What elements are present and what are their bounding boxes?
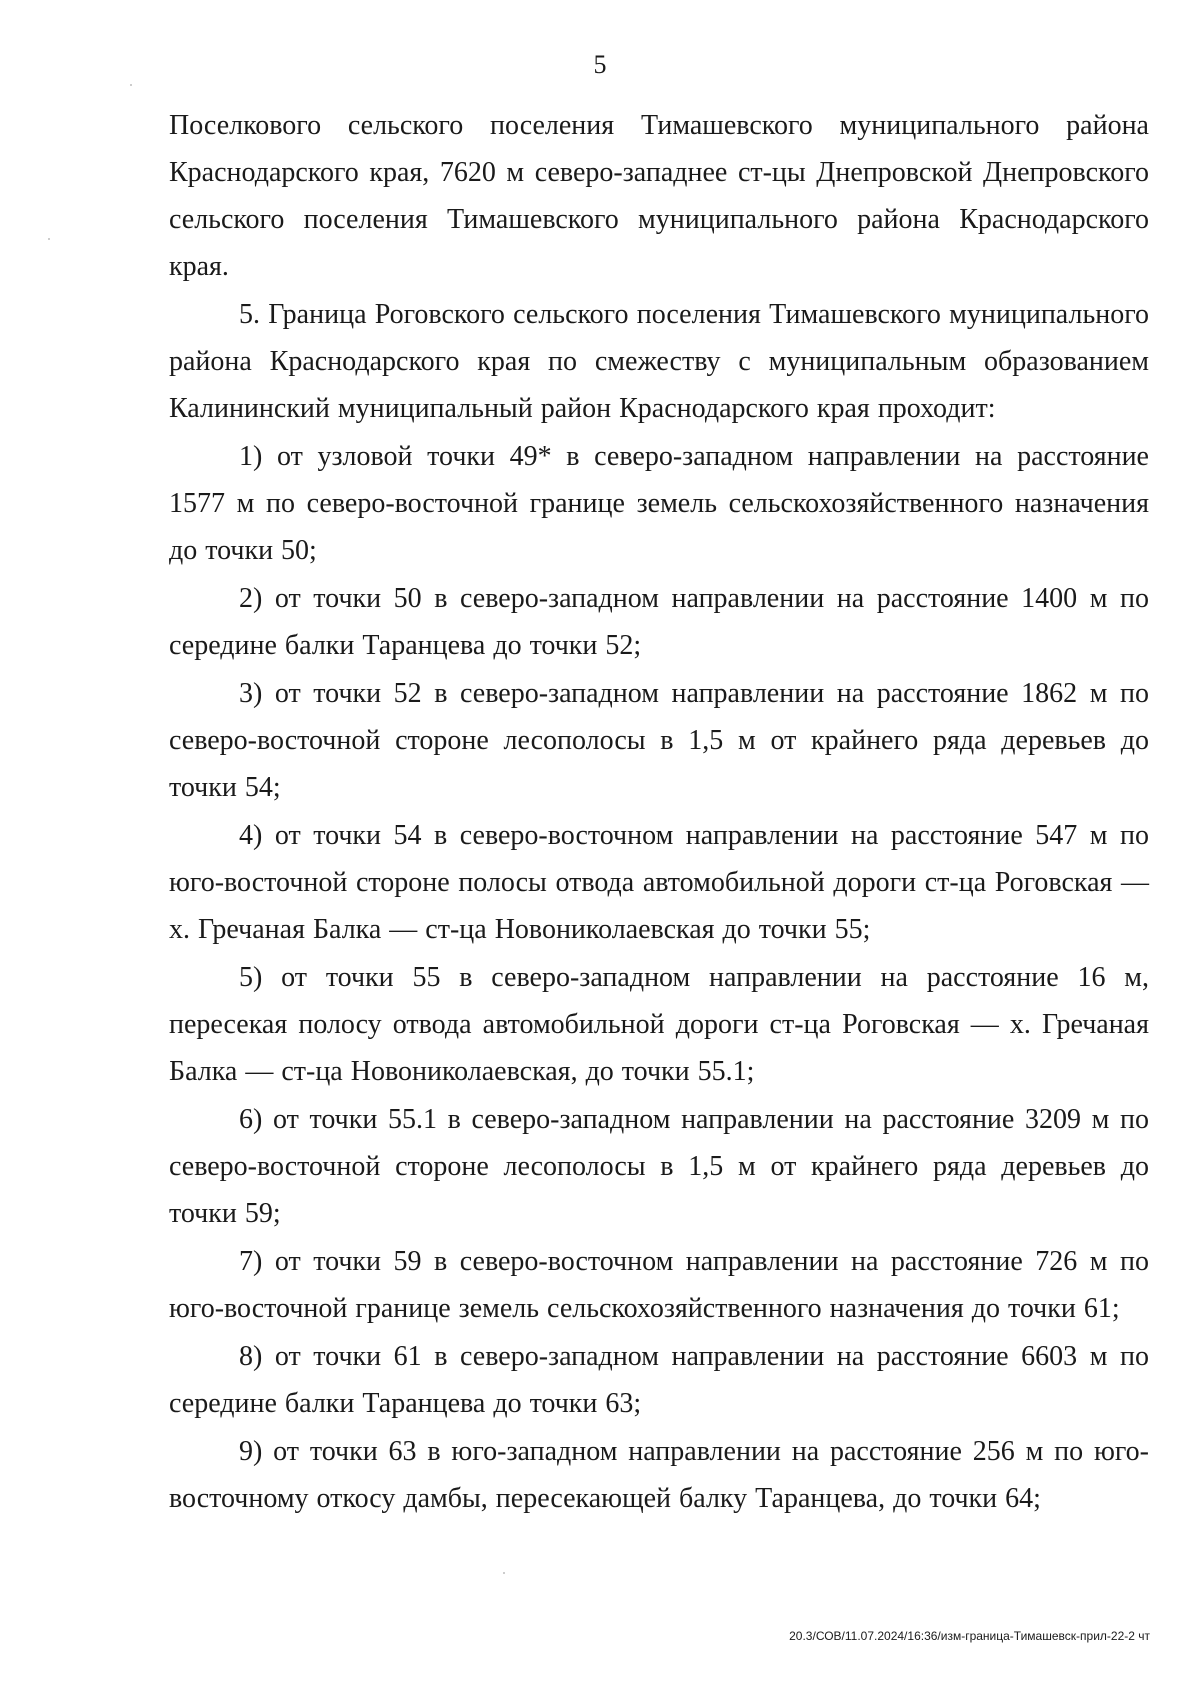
- list-item-6: 6) от точки 55.1 в северо-западном направлении на расстояние 3209 м по северо-восточной стороне лесополосы в 1,5 м от крайнего ряда деревьев до точки 59;: [169, 1104, 1149, 1229]
- scan-speck: [48, 238, 50, 240]
- continuation-paragraph: Поселкового сельского поселения Тимашевского муниципального района Краснодарского края, 7620 м северо-западнее ст-цы Днепровской Днепровского сельского поселения Тимашевского муниципального района Краснодарского края.: [169, 110, 1149, 282]
- page-number: 5: [593, 50, 607, 79]
- list-item-3: 3) от точки 52 в северо-западном направлении на расстояние 1862 м по северо-восточной стороне лесополосы в 1,5 м от крайнего ряда деревьев до точки 54;: [169, 678, 1149, 803]
- list-item-9: 9) от точки 63 в юго-западном направлении на расстояние 256 м по юго-восточному откосу дамбы, пересекающей балку Таранцева, до точки 64;: [169, 1436, 1149, 1514]
- list-item-2: 2) от точки 50 в северо-западном направлении на расстояние 1400 м по середине балки Таранцева до точки 52;: [169, 583, 1149, 661]
- list-item-8: 8) от точки 61 в северо-западном направлении на расстояние 6603 м по середине балки Таранцева до точки 63;: [169, 1341, 1149, 1419]
- list-item-4: 4) от точки 54 в северо-восточном направлении на расстояние 547 м по юго-восточной стороне полосы отвода автомобильной дороги ст-ца Роговская — х. Гречаная Балка — ст-ца Новониколаевская до точки 55;: [169, 820, 1149, 945]
- list-item-1: 1) от узловой точки 49* в северо-западном направлении на расстояние 1577 м по северо-восточной границе земель сельскохозяйственного назначения до точки 50;: [169, 441, 1149, 566]
- list-item-5: 5) от точки 55 в северо-западном направлении на расстояние 16 м, пересекая полосу отвода автомобильной дороги ст-ца Роговская — х. Гречаная Балка — ст-ца Новониколаевская, до точки 55.1;: [169, 962, 1149, 1087]
- document-body: [169, 102, 1149, 1522]
- scan-speck: [130, 84, 132, 86]
- document-footer-code: 20.3/СОВ/11.07.2024/16:36/изм-граница-Тимашевск-прил-22-2 чт: [789, 1629, 1150, 1643]
- section-5-heading-paragraph: 5. Граница Роговского сельского поселения Тимашевского муниципального района Краснодарского края по смежеству с муниципальным образованием Калининский муниципальный район Краснодарского края проходит:: [169, 299, 1149, 424]
- scan-speck: [503, 1572, 505, 1574]
- list-item-7: 7) от точки 59 в северо-восточном направлении на расстояние 726 м по юго-восточной границе земель сельскохозяйственного назначения до точки 61;: [169, 1246, 1149, 1324]
